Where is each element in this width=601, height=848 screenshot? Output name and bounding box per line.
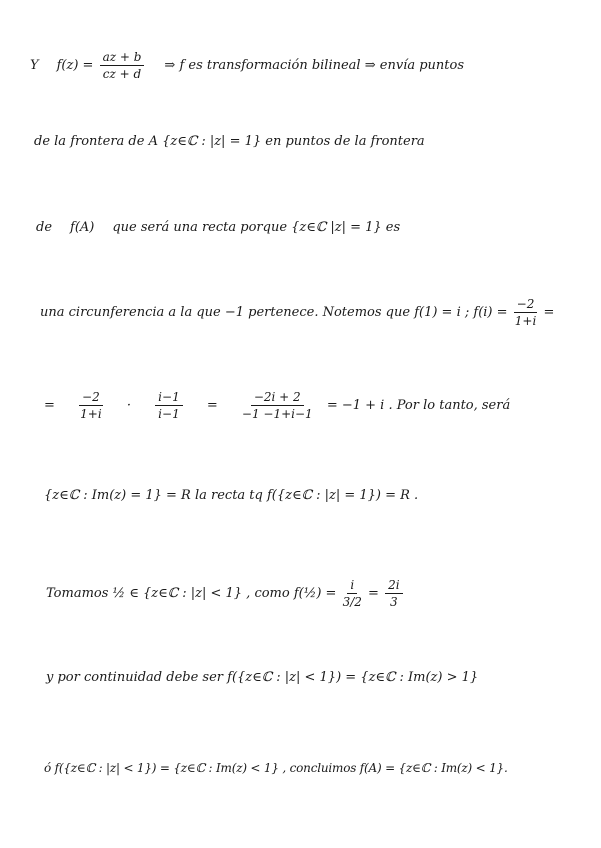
line-4-tail: = bbox=[543, 305, 555, 320]
line-5-rest: = −1 + i . Por lo tanto, será bbox=[326, 398, 511, 413]
line-4-text: una circunferencia a la que −1 pertenece. Notemos que f(1) = i ; f(i) = bbox=[40, 305, 508, 320]
f-half-denominator: 3/2 bbox=[342, 595, 362, 609]
mobius-denominator: cz + d bbox=[102, 67, 142, 81]
line-5-eq1: = bbox=[44, 398, 55, 413]
line-2 bbox=[34, 134, 425, 150]
line-9 bbox=[44, 760, 508, 776]
fraction-b bbox=[155, 390, 183, 421]
line-7-text: Tomamos ½ ∈ {z∈ℂ : |z| < 1} , como f(½) = bbox=[46, 586, 337, 601]
f-half-result-numerator: 2i bbox=[385, 578, 402, 594]
line-5 bbox=[44, 390, 510, 421]
f-half-result-denominator: 3 bbox=[390, 595, 398, 609]
f-half-numerator: i bbox=[347, 578, 357, 594]
line-3-de: de bbox=[36, 220, 53, 235]
line-9-text: ó f({z∈ℂ : |z| < 1}) = {z∈ℂ : Im(z) < 1} , concluimos f(A) = {z∈ℂ : Im(z) < 1}. bbox=[44, 761, 508, 775]
line-8-text: y por continuidad debe ser f({z∈ℂ : |z| < 1}) = {z∈ℂ : Im(z) > 1} bbox=[46, 670, 479, 685]
fraction-b-denominator: i−1 bbox=[158, 407, 180, 421]
fraction-a bbox=[79, 390, 103, 421]
line-5-dot: · bbox=[126, 398, 132, 413]
f-of-i-fraction bbox=[514, 297, 538, 328]
line-7-eq: = bbox=[368, 586, 379, 601]
line-3 bbox=[36, 220, 400, 236]
line-6 bbox=[44, 488, 418, 504]
mobius-numerator: az + b bbox=[100, 50, 145, 66]
fraction-a-denominator: 1+i bbox=[80, 407, 102, 421]
line-1-y: Y bbox=[30, 58, 39, 73]
fraction-c bbox=[242, 390, 313, 421]
line-6-text: {z∈ℂ : Im(z) = 1} = R la recta tq f({z∈ℂ : |z| = 1}) = R . bbox=[44, 488, 419, 503]
fraction-b-numerator: i−1 bbox=[155, 390, 183, 406]
mobius-fraction bbox=[100, 50, 145, 81]
fraction-c-denominator: −1 −1+i−1 bbox=[241, 407, 313, 421]
line-1 bbox=[30, 50, 464, 81]
f-of-i-numerator: −2 bbox=[514, 297, 538, 313]
line-2-text: de la frontera de A {z∈ℂ : |z| = 1} en puntos de la frontera bbox=[34, 134, 425, 149]
line-5-eq2: = bbox=[206, 398, 218, 413]
line-1-rest: ⇒ f es transformación bilineal ⇒ envía puntos bbox=[164, 58, 464, 73]
line-3-fa: f(A) bbox=[70, 220, 95, 235]
line-7 bbox=[46, 578, 405, 609]
line-4 bbox=[40, 297, 554, 328]
fraction-c-numerator: −2i + 2 bbox=[251, 390, 304, 406]
fraction-a-numerator: −2 bbox=[79, 390, 103, 406]
f-of-i-denominator: 1+i bbox=[514, 314, 537, 328]
line-8 bbox=[46, 670, 478, 686]
f-half-fraction bbox=[343, 578, 362, 609]
function-definition: f(z) = bbox=[56, 58, 94, 73]
line-3-rest: que será una recta porque {z∈ℂ |z| = 1} es bbox=[112, 220, 401, 235]
f-half-result bbox=[385, 578, 402, 609]
